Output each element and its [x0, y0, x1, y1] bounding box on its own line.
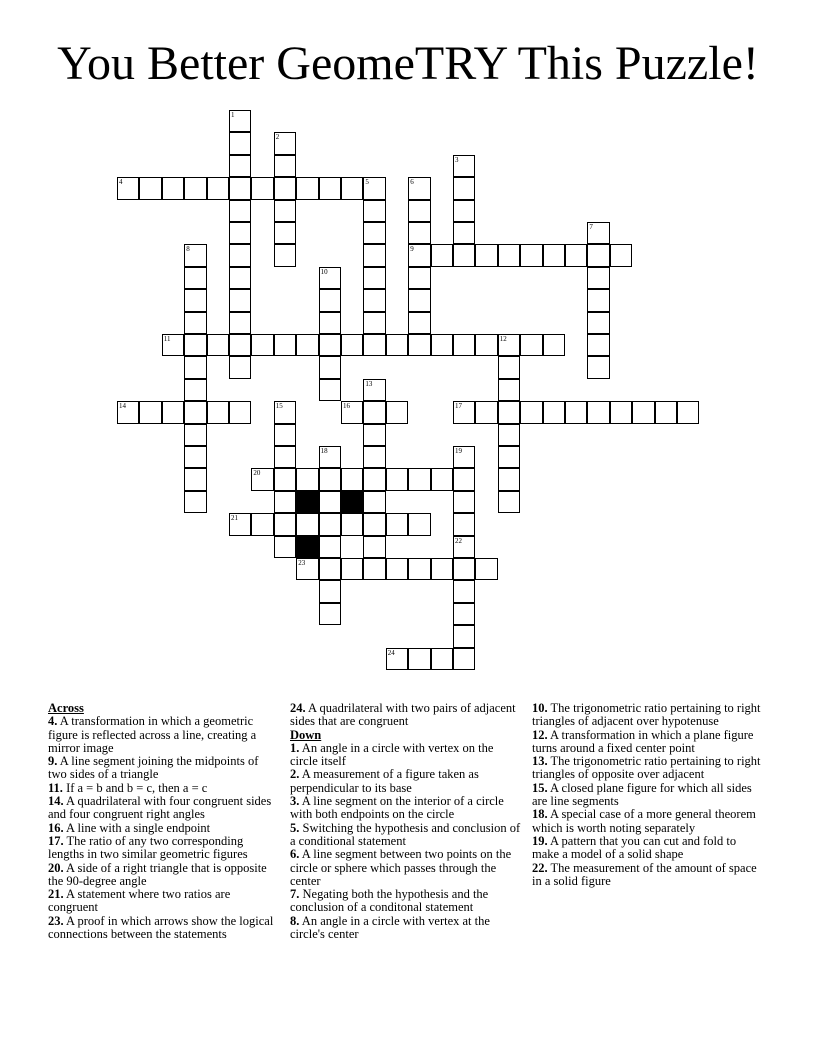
clue-text: A closed plane figure for which all sides are line segments — [532, 780, 752, 809]
grid-cell[interactable] — [184, 289, 206, 311]
grid-cell[interactable] — [587, 401, 609, 423]
grid-cell[interactable] — [565, 401, 587, 423]
grid-cell[interactable] — [453, 200, 475, 222]
grid-cell[interactable] — [184, 424, 206, 446]
clue-number-label: 17 — [455, 402, 462, 411]
grid-cell[interactable] — [274, 446, 296, 468]
grid-cell[interactable] — [363, 468, 385, 490]
grid-cell[interactable] — [117, 177, 139, 199]
clue-number-label: 10 — [320, 267, 328, 276]
grid-cell[interactable] — [475, 401, 497, 423]
clue-number: 4. — [48, 714, 58, 729]
grid-cell[interactable] — [610, 401, 632, 423]
clue-text: A line with a single endpoint — [63, 820, 211, 835]
grid-cell[interactable] — [117, 401, 139, 423]
grid-cell[interactable] — [363, 513, 385, 535]
grid-cell[interactable] — [319, 536, 341, 558]
clue-number: 19. — [532, 833, 548, 848]
clue-number-label: 14 — [119, 402, 126, 411]
clue-item — [48, 782, 280, 795]
clue-number-label: 19 — [455, 447, 462, 455]
clue-item — [48, 715, 280, 755]
grid-cell[interactable] — [319, 558, 341, 580]
grid-cell[interactable] — [229, 267, 251, 289]
grid-cell[interactable] — [184, 491, 206, 513]
down-heading: Down — [290, 727, 322, 742]
clue-item — [532, 835, 764, 862]
clue-item — [48, 888, 280, 915]
clue-number-label: 1 — [231, 111, 235, 119]
grid-cell[interactable] — [498, 244, 520, 266]
grid-cell[interactable] — [229, 289, 251, 311]
clue-number-label: 8 — [186, 245, 190, 254]
grid-cell[interactable] — [229, 132, 251, 154]
grid-cell[interactable] — [229, 200, 251, 222]
grid-cell[interactable] — [453, 648, 475, 670]
clue-number: 13. — [532, 754, 548, 769]
clue-number: 1. — [290, 740, 300, 755]
grid-cell[interactable] — [363, 491, 385, 513]
grid-cell[interactable] — [587, 334, 609, 356]
grid-cell[interactable] — [587, 244, 609, 266]
clue-number: 8. — [290, 913, 300, 928]
grid-cell[interactable] — [341, 513, 363, 535]
clue-number: 20. — [48, 860, 64, 875]
clue-number-label: 2 — [275, 133, 280, 142]
clue-text: If a = b and b = c, then a = c — [62, 780, 208, 795]
clue-item — [532, 782, 764, 809]
grid-cell[interactable] — [184, 356, 206, 378]
grid-cell[interactable] — [184, 312, 206, 334]
clue-number: 6. — [290, 847, 300, 862]
clue-number: 7. — [290, 887, 300, 902]
grid-cell[interactable] — [207, 334, 229, 356]
clue-column-3 — [532, 702, 764, 888]
grid-cell[interactable] — [184, 267, 206, 289]
clue-number-label: 16 — [343, 402, 350, 411]
clue-number: 22. — [532, 860, 548, 875]
clue-number-label: 7 — [589, 223, 593, 231]
clue-text: The ratio of any two corresponding lengths in two similar geometric figures — [48, 833, 248, 862]
grid-cell[interactable] — [520, 244, 542, 266]
grid-cell[interactable] — [251, 177, 273, 199]
grid-cell[interactable] — [408, 648, 430, 670]
grid-cell[interactable] — [520, 401, 542, 423]
grid-cell[interactable] — [498, 446, 520, 468]
clue-item — [532, 702, 764, 729]
grid-cell[interactable] — [677, 401, 699, 423]
clue-item — [532, 729, 764, 756]
black-square — [341, 491, 363, 513]
grid-cell[interactable] — [363, 379, 385, 401]
grid-cell[interactable] — [139, 177, 161, 199]
clue-list — [48, 715, 280, 941]
grid-cell[interactable] — [498, 491, 520, 513]
grid-cell[interactable] — [408, 222, 430, 244]
clue-text: An angle in a circle with vertex on the circle itself — [290, 740, 494, 769]
grid-cell[interactable] — [408, 312, 430, 334]
grid-cell[interactable] — [184, 446, 206, 468]
grid-cell[interactable] — [408, 244, 430, 266]
grid-cell[interactable] — [408, 177, 430, 199]
clue-text: A side of a right triangle that is opposite the 90-degree angle — [48, 860, 267, 888]
grid-cell[interactable] — [207, 177, 229, 199]
grid-cell[interactable] — [453, 625, 475, 647]
clue-item — [290, 702, 522, 729]
clue-number: 14. — [48, 794, 64, 809]
clue-number: 16. — [48, 820, 64, 835]
grid-cell[interactable] — [319, 603, 341, 625]
clue-number: 23. — [48, 913, 64, 928]
grid-cell[interactable] — [162, 334, 184, 356]
clue-text: A proof in which arrows show the logical connections between the statements — [48, 913, 274, 942]
grid-cell[interactable] — [431, 468, 453, 490]
grid-cell[interactable] — [363, 424, 385, 446]
clue-item — [290, 822, 522, 849]
clue-number: 2. — [290, 767, 300, 782]
grid-cell[interactable] — [274, 536, 296, 558]
grid-cell[interactable] — [453, 222, 475, 244]
grid-cell[interactable] — [498, 379, 520, 401]
clue-number-label: 24 — [387, 648, 395, 657]
grid-cell[interactable] — [408, 513, 430, 535]
clue-number-label: 22 — [455, 536, 462, 545]
grid-cell[interactable] — [408, 468, 430, 490]
grid-cell[interactable] — [162, 401, 184, 423]
clue-item — [532, 755, 764, 782]
grid-cell[interactable] — [274, 491, 296, 513]
clue-item — [532, 862, 764, 889]
grid-cell[interactable] — [319, 312, 341, 334]
grid-cell[interactable] — [386, 334, 408, 356]
clue-text: Negating both the hypothesis and the conclusion of a conditonal statement — [290, 887, 489, 915]
grid-cell[interactable] — [386, 401, 408, 423]
clue-column-1 — [48, 702, 280, 941]
grid-cell[interactable] — [386, 468, 408, 490]
grid-cell[interactable] — [498, 334, 520, 356]
grid-cell[interactable] — [363, 200, 385, 222]
grid-cell[interactable] — [453, 580, 475, 602]
clue-item — [290, 795, 522, 822]
grid-cell[interactable] — [274, 155, 296, 177]
clue-text: The trigonometric ratio pertaining to right triangles of opposite over adjacent — [532, 754, 761, 782]
clue-number: 15. — [532, 780, 548, 795]
grid-cell[interactable] — [296, 513, 318, 535]
clue-text: The trigonometric ratio pertaining to right triangles of adjacent over hypotenuse — [532, 701, 761, 729]
grid-cell[interactable] — [319, 491, 341, 513]
clue-number-label: 23 — [298, 559, 306, 567]
clue-text: A line segment joining the midpoints of two sides of a triangle — [48, 754, 259, 782]
clue-list — [290, 702, 522, 729]
grid-cell[interactable] — [498, 356, 520, 378]
clue-number: 10. — [532, 701, 548, 715]
grid-cell[interactable] — [184, 379, 206, 401]
grid-cell[interactable] — [453, 244, 475, 266]
grid-cell[interactable] — [319, 177, 341, 199]
clue-number: 18. — [532, 807, 548, 822]
grid-cell[interactable] — [453, 155, 475, 177]
grid-cell[interactable] — [587, 356, 609, 378]
clue-text: A quadrilateral with four congruent sides and four congruent right angles — [48, 794, 272, 822]
puzzle-title: You Better GeomeTRY This Puzzle! — [57, 37, 759, 90]
clue-text: A transformation in which a plane figure turns around a fixed center point — [532, 727, 754, 755]
grid-cell[interactable] — [498, 401, 520, 423]
clue-item — [290, 915, 522, 942]
grid-cell[interactable] — [431, 244, 453, 266]
clue-list — [532, 702, 764, 888]
clue-item — [48, 795, 280, 822]
grid-cell[interactable] — [475, 558, 497, 580]
grid-cell[interactable] — [363, 446, 385, 468]
grid-cell[interactable] — [341, 468, 363, 490]
grid-cell[interactable] — [274, 222, 296, 244]
grid-cell[interactable] — [319, 513, 341, 535]
clue-item — [48, 755, 280, 782]
grid-cell[interactable] — [341, 401, 363, 423]
grid-cell[interactable] — [475, 244, 497, 266]
grid-cell[interactable] — [296, 334, 318, 356]
grid-cell[interactable] — [408, 558, 430, 580]
grid-cell[interactable] — [274, 468, 296, 490]
clue-item — [290, 888, 522, 915]
grid-cell[interactable] — [363, 177, 385, 199]
grid-cell[interactable] — [363, 334, 385, 356]
grid-cell[interactable] — [319, 580, 341, 602]
clue-number: 9. — [48, 754, 58, 769]
clue-list — [290, 742, 522, 941]
grid-cell[interactable] — [319, 379, 341, 401]
grid-cell[interactable] — [408, 200, 430, 222]
grid-cell[interactable] — [229, 334, 251, 356]
grid-cell[interactable] — [229, 155, 251, 177]
grid-cell[interactable] — [543, 334, 565, 356]
grid-cell[interactable] — [207, 401, 229, 423]
grid-cell[interactable] — [453, 334, 475, 356]
grid-cell[interactable] — [363, 244, 385, 266]
grid-cell[interactable] — [251, 334, 273, 356]
clue-number-label: 11 — [163, 335, 171, 343]
grid-cell[interactable] — [296, 468, 318, 490]
grid-cell[interactable] — [565, 244, 587, 266]
grid-cell[interactable] — [363, 222, 385, 244]
grid-cell[interactable] — [184, 468, 206, 490]
clue-item — [290, 768, 522, 795]
grid-cell[interactable] — [274, 513, 296, 535]
clue-item — [48, 915, 280, 942]
grid-cell[interactable] — [587, 312, 609, 334]
grid-cell[interactable] — [274, 424, 296, 446]
grid-cell[interactable] — [453, 401, 475, 423]
grid-cell[interactable] — [632, 401, 654, 423]
grid-cell[interactable] — [229, 356, 251, 378]
clue-number: 11. — [48, 780, 63, 795]
grid-cell[interactable] — [341, 558, 363, 580]
black-square — [296, 491, 318, 513]
grid-cell[interactable] — [587, 289, 609, 311]
grid-cell[interactable] — [475, 334, 497, 356]
grid-cell[interactable] — [408, 289, 430, 311]
grid-cell[interactable] — [274, 334, 296, 356]
grid-cell[interactable] — [453, 491, 475, 513]
clue-number: 17. — [48, 833, 64, 848]
grid-cell[interactable] — [363, 312, 385, 334]
grid-cell[interactable] — [274, 244, 296, 266]
grid-cell[interactable] — [386, 558, 408, 580]
clue-number: 3. — [290, 794, 300, 809]
clue-number-label: 5 — [365, 178, 369, 187]
clue-number: 12. — [532, 727, 548, 742]
grid-cell[interactable] — [363, 267, 385, 289]
grid-cell[interactable] — [319, 289, 341, 311]
grid-cell[interactable] — [498, 424, 520, 446]
grid-cell[interactable] — [229, 401, 251, 423]
grid-cell[interactable] — [296, 558, 318, 580]
grid-cell[interactable] — [184, 177, 206, 199]
clue-number-label: 21 — [231, 514, 238, 523]
grid-cell[interactable] — [453, 536, 475, 558]
grid-cell[interactable] — [274, 177, 296, 199]
grid-cell[interactable] — [184, 244, 206, 266]
clue-item — [290, 742, 522, 769]
grid-cell[interactable] — [431, 558, 453, 580]
grid-cell[interactable] — [610, 244, 632, 266]
grid-cell[interactable] — [139, 401, 161, 423]
grid-cell[interactable] — [408, 334, 430, 356]
grid-cell[interactable] — [251, 513, 273, 535]
grid-cell[interactable] — [229, 244, 251, 266]
grid-cell[interactable] — [587, 267, 609, 289]
clue-text: Switching the hypothesis and conclusion of a conditional statement — [290, 820, 521, 848]
grid-cell[interactable] — [184, 401, 206, 423]
clue-text: A line segment between two points on the circle or sphere which passes through the center — [290, 847, 512, 888]
grid-cell[interactable] — [363, 289, 385, 311]
across-heading: Across — [48, 701, 84, 715]
grid-cell[interactable] — [274, 132, 296, 154]
grid-cell[interactable] — [453, 558, 475, 580]
grid-cell[interactable] — [251, 468, 273, 490]
grid-cell[interactable] — [229, 312, 251, 334]
clue-text: A quadrilateral with two pairs of adjacent sides that are congruent — [290, 701, 516, 729]
grid-cell[interactable] — [319, 267, 341, 289]
clue-number-label: 20 — [253, 469, 261, 478]
clue-number-label: 4 — [119, 178, 123, 187]
clue-item — [532, 808, 764, 835]
grid-cell[interactable] — [453, 468, 475, 490]
black-square — [296, 536, 318, 558]
grid-cell[interactable] — [655, 401, 677, 423]
grid-cell[interactable] — [363, 401, 385, 423]
grid-cell[interactable] — [274, 200, 296, 222]
clue-number-label: 15 — [275, 402, 283, 411]
grid-cell[interactable] — [520, 334, 542, 356]
clue-text: The measurement of the amount of space in a solid figure — [532, 860, 757, 888]
grid-cell[interactable] — [408, 267, 430, 289]
clue-number: 21. — [48, 887, 64, 902]
grid-cell[interactable] — [498, 468, 520, 490]
grid-cell[interactable] — [431, 648, 453, 670]
clue-text: A transformation in which a geometric figure is reflected across a line, creating a mirror image — [48, 714, 257, 755]
grid-cell[interactable] — [543, 401, 565, 423]
grid-cell[interactable] — [543, 244, 565, 266]
clue-number: 24. — [290, 701, 306, 715]
grid-cell[interactable] — [453, 446, 475, 468]
grid-cell[interactable] — [319, 446, 341, 468]
grid-cell[interactable] — [296, 177, 318, 199]
grid-cell[interactable] — [453, 177, 475, 199]
clue-text: A statement where two ratios are congruent — [48, 887, 231, 915]
grid-cell[interactable] — [229, 110, 251, 132]
clue-number: 5. — [290, 820, 300, 835]
clue-column-2 — [290, 702, 522, 941]
clue-number-label: 6 — [410, 178, 414, 187]
clue-text: A pattern that you can cut and fold to make a model of a solid shape — [532, 833, 737, 862]
clue-number-label: 9 — [410, 245, 414, 254]
clue-number-label: 12 — [499, 335, 507, 343]
grid-cell[interactable] — [386, 648, 408, 670]
clue-item — [48, 822, 280, 835]
grid-cell[interactable] — [162, 177, 184, 199]
grid-cell[interactable] — [453, 513, 475, 535]
grid-cell[interactable] — [184, 334, 206, 356]
grid-cell[interactable] — [229, 513, 251, 535]
clue-item — [48, 862, 280, 889]
grid-cell[interactable] — [453, 603, 475, 625]
clue-item — [290, 848, 522, 888]
grid-cell[interactable] — [319, 356, 341, 378]
clue-text: An angle in a circle with vertex at the circle's center — [290, 913, 490, 942]
grid-cell[interactable] — [319, 468, 341, 490]
clue-text: A measurement of a figure taken as perpendicular to its base — [290, 767, 479, 795]
clue-number-label: 13 — [365, 379, 373, 388]
grid-cell[interactable] — [363, 558, 385, 580]
grid-cell[interactable] — [229, 222, 251, 244]
grid-cell[interactable] — [587, 222, 609, 244]
clue-text: A line segment on the interior of a circle with both endpoints on the circle — [290, 794, 504, 822]
grid-cell[interactable] — [386, 513, 408, 535]
clue-number-label: 18 — [320, 447, 328, 455]
grid-cell[interactable] — [319, 334, 341, 356]
grid-cell[interactable] — [431, 334, 453, 356]
clue-number-label: 3 — [455, 155, 459, 164]
grid-cell[interactable] — [274, 401, 296, 423]
grid-cell[interactable] — [341, 177, 363, 199]
clue-text: A special case of a more general theorem which is worth noting separately — [532, 807, 756, 835]
grid-cell[interactable] — [341, 334, 363, 356]
grid-cell[interactable] — [363, 536, 385, 558]
clue-item — [48, 835, 280, 862]
grid-cell[interactable] — [229, 177, 251, 199]
